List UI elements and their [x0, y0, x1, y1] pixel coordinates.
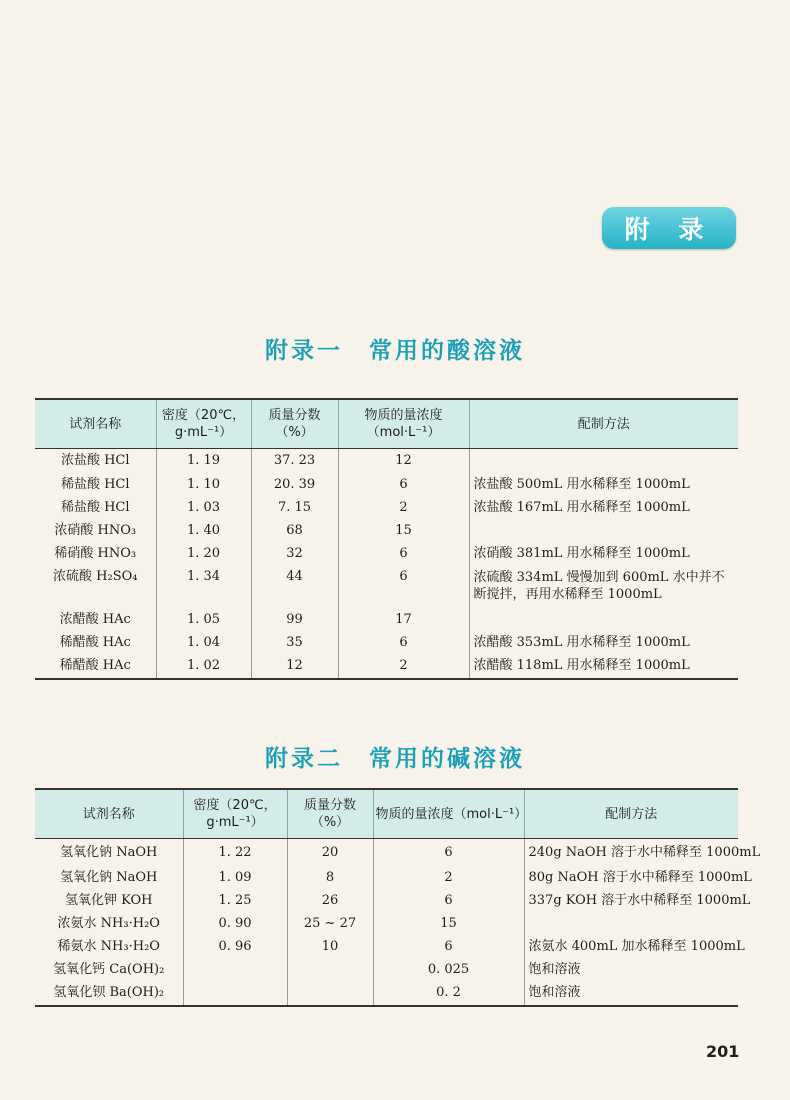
cell-method: 浓氨水 400mL 加水稀释至 1000mL	[524, 936, 738, 959]
table-row	[35, 982, 738, 1006]
cell-concentration: 2	[338, 655, 469, 679]
cell-name: 氢氧化钡 Ba(OH)₂	[35, 982, 183, 1006]
table-row	[35, 566, 738, 609]
table-row	[35, 609, 738, 632]
cell-name: 稀醋酸 HAc	[59, 635, 131, 650]
cell-fraction: 68	[251, 520, 338, 543]
table-row	[35, 520, 738, 543]
cell-fraction: 26	[287, 890, 373, 913]
cell-density: 0. 96	[183, 936, 287, 959]
cell-concentration: 6	[338, 566, 469, 609]
base-table-header	[35, 789, 738, 839]
cell-density: 1. 04	[156, 632, 251, 655]
cell-method: 浓盐酸 167mL 用水稀释至 1000mL	[469, 497, 738, 520]
cell-method	[469, 520, 738, 543]
cell-name: 稀硝酸 HNO₃	[54, 546, 137, 561]
cell-name: 氢氧化钠 NaOH	[60, 844, 158, 860]
cell-method: 浓硝酸 381mL 用水稀释至 1000mL	[469, 543, 738, 566]
cell-fraction	[287, 959, 373, 982]
cell-fraction: 25 ~ 27	[287, 913, 373, 936]
cell-method	[524, 913, 738, 936]
cell-method: 80g NaOH 溶于水中稀释至 1000mL	[524, 867, 738, 890]
cell-fraction: 20	[287, 839, 373, 867]
cell-density: 1. 02	[156, 655, 251, 679]
cell-method: 337g KOH 溶于水中稀释至 1000mL	[524, 890, 738, 913]
cell-concentration: 0. 2	[373, 982, 524, 1006]
cell-name: 浓硝酸 HNO₃	[54, 523, 137, 538]
table-row	[35, 936, 738, 959]
table-row	[35, 959, 738, 982]
cell-density: 1. 09	[183, 867, 287, 890]
cell-concentration: 2	[338, 497, 469, 520]
header-name: 试剂名称	[35, 399, 156, 449]
table-row	[35, 867, 738, 890]
cell-fraction: 12	[251, 655, 338, 679]
cell-concentration: 6	[338, 632, 469, 655]
table-row	[35, 655, 738, 679]
table-row	[35, 449, 738, 474]
cell-density	[183, 982, 287, 1006]
cell-density: 1. 19	[156, 449, 251, 474]
cell-name: 氢氧化钾 KOH	[65, 893, 153, 908]
base-table	[35, 788, 761, 1007]
cell-density: 1. 03	[156, 497, 251, 520]
cell-density: 1. 22	[183, 839, 287, 867]
cell-fraction: 37. 23	[251, 449, 338, 474]
cell-density	[183, 959, 287, 982]
cell-density: 1. 10	[156, 474, 251, 497]
header-concentration: 物质的量浓度（mol·L⁻¹）	[373, 789, 524, 839]
cell-concentration: 6	[338, 474, 469, 497]
header-name: 试剂名称	[35, 789, 183, 839]
header-density: 密度（20℃，g·mL⁻¹）	[156, 399, 251, 449]
table-row	[35, 890, 738, 913]
cell-density: 1. 34	[156, 566, 251, 609]
header-method: 配制方法	[469, 399, 738, 449]
cell-method: 饱和溶液	[524, 959, 738, 982]
page-number: 201	[706, 1042, 740, 1061]
cell-density: 0. 90	[183, 913, 287, 936]
cell-concentration: 0. 025	[373, 959, 524, 982]
appendix-badge: 附 录	[602, 207, 736, 249]
cell-concentration: 6	[373, 936, 524, 959]
header-fraction: 质量分数（%）	[287, 789, 373, 839]
cell-concentration: 17	[338, 609, 469, 632]
cell-method: 240g NaOH 溶于水中稀释至 1000mL	[524, 839, 738, 867]
cell-concentration: 15	[373, 913, 524, 936]
cell-method: 饱和溶液	[524, 982, 738, 1006]
cell-method: 浓盐酸 500mL 用水稀释至 1000mL	[469, 474, 738, 497]
cell-name: 稀盐酸 HCl	[60, 477, 130, 492]
cell-method: 浓硫酸 334mL 慢慢加到 600mL 水中并不断搅拌，再用水稀释至 1000mL	[469, 566, 738, 609]
cell-name: 氢氧化钠 NaOH	[60, 870, 158, 885]
cell-fraction: 35	[251, 632, 338, 655]
cell-fraction: 7. 15	[251, 497, 338, 520]
header-concentration: 物质的量浓度（mol·L⁻¹）	[338, 399, 469, 449]
table-row	[35, 913, 738, 936]
cell-concentration: 15	[338, 520, 469, 543]
cell-method: 浓醋酸 118mL 用水稀释至 1000mL	[469, 655, 738, 679]
cell-name: 氢氧化钙 Ca(OH)₂	[53, 962, 165, 977]
acid-table-header	[35, 399, 738, 449]
cell-name: 浓盐酸 HCl	[60, 453, 130, 469]
cell-density: 1. 05	[156, 609, 251, 632]
cell-concentration: 6	[373, 890, 524, 913]
header-method: 配制方法	[524, 789, 738, 839]
cell-name: 稀氨水 NH₃·H₂O	[57, 939, 160, 954]
table-row	[35, 474, 738, 497]
table-row	[35, 839, 738, 867]
cell-fraction: 44	[251, 566, 338, 609]
cell-concentration: 2	[373, 867, 524, 890]
header-fraction: 质量分数（%）	[251, 399, 338, 449]
cell-name: 浓氨水 NH₃·H₂O	[57, 916, 160, 931]
acid-table	[35, 398, 738, 680]
cell-method	[469, 449, 738, 474]
acid-section-title: 附录一 常用的酸溶液	[265, 338, 525, 364]
cell-concentration: 6	[373, 839, 524, 867]
table-row	[35, 497, 738, 520]
cell-concentration: 12	[338, 449, 469, 474]
cell-fraction: 8	[287, 867, 373, 890]
cell-method	[469, 609, 738, 632]
cell-density: 1. 40	[156, 520, 251, 543]
cell-fraction: 32	[251, 543, 338, 566]
cell-name: 浓醋酸 HAc	[59, 612, 131, 627]
cell-name: 稀盐酸 HCl	[60, 500, 130, 515]
cell-name: 稀醋酸 HAc	[35, 655, 156, 679]
table-row	[35, 632, 738, 655]
header-density: 密度（20℃，g·mL⁻¹）	[183, 789, 287, 839]
cell-density: 1. 20	[156, 543, 251, 566]
cell-method: 浓醋酸 353mL 用水稀释至 1000mL	[469, 632, 738, 655]
cell-density: 1. 25	[183, 890, 287, 913]
cell-name: 浓硫酸 H₂SO₄	[53, 568, 138, 584]
cell-fraction: 99	[251, 609, 338, 632]
cell-fraction: 20. 39	[251, 474, 338, 497]
cell-fraction: 10	[287, 936, 373, 959]
cell-fraction	[287, 982, 373, 1006]
cell-concentration: 6	[338, 543, 469, 566]
base-section-title: 附录二 常用的碱溶液	[265, 746, 525, 772]
table-row	[35, 543, 738, 566]
